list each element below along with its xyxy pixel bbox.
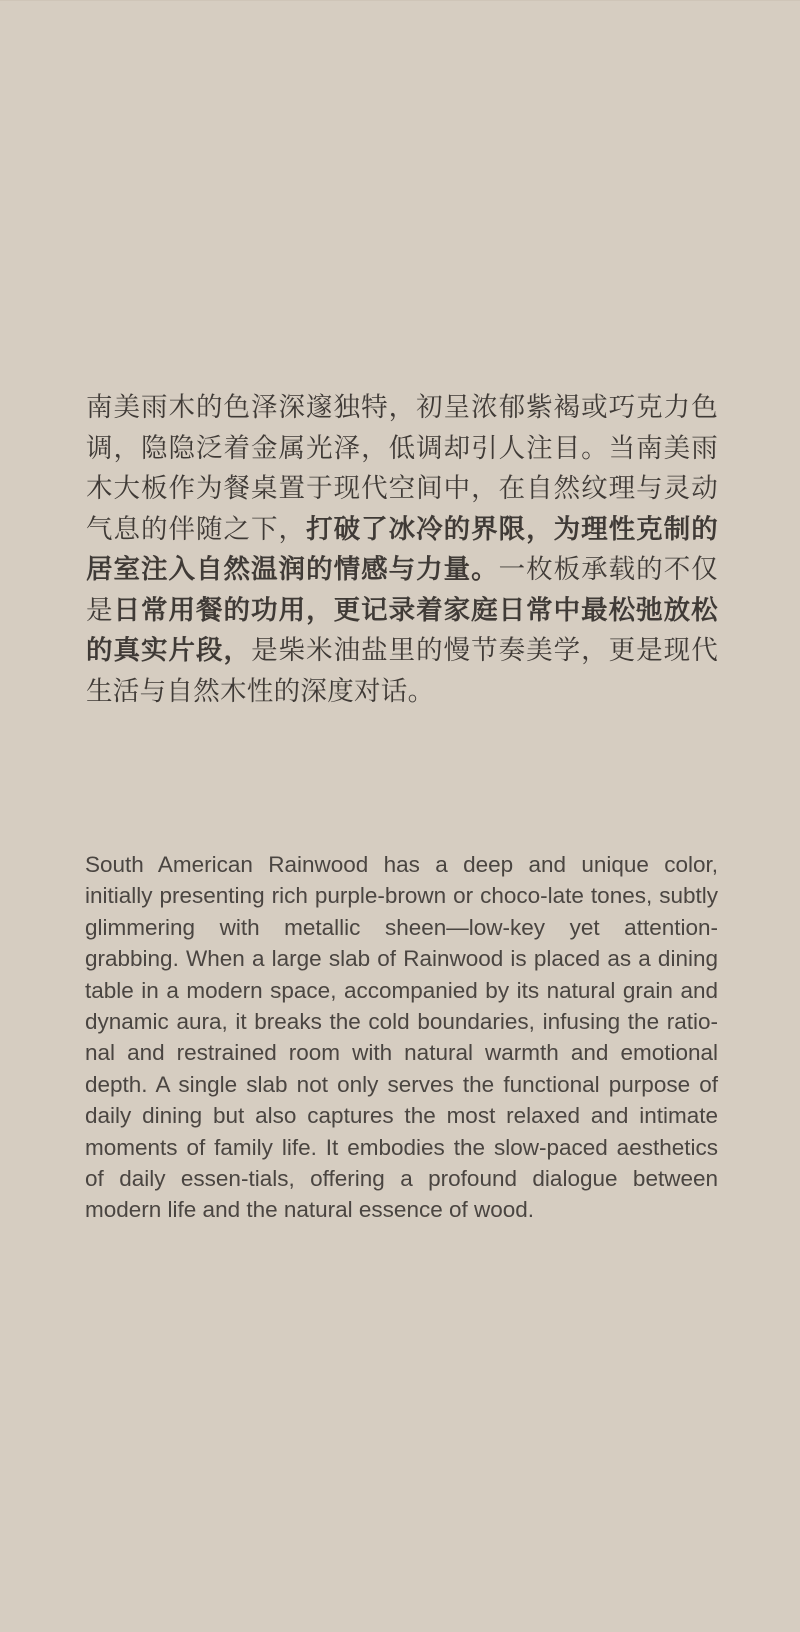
cn-segment-highlight-2: 日常用餐的功用，更记录着家庭日常中最松弛放松的真实片段， [86,594,718,666]
cn-segment-middle: 一枚板承载的不仅是 [86,554,719,626]
english-description-paragraph: South American Rainwood has a deep and unique color, initially presenting rich purple-brown or choco-late tones, subtly glimmering with metallic sheen—low-key yet attention-grabbing. When a large slab of Rainwood is placed as a dining table in a modern space, accompanied by its natural grain and dynamic aura, it breaks the cold boundaries, infusing the ratio-nal and restrained room with natural warmth and emotional depth. A single slab not only serves the functional purpose of daily dining but also captures the most relaxed and intimate moments of family life. It embodies the slow-paced aesthetics of daily essen-tials, offering a profound dialogue between modern life and the natural essence of wood. [85,852,718,1223]
cn-segment-ending: 是柴米油盐里的慢节奏美学，更是现代生活与自然木性的深度对话。 [86,635,718,707]
cn-segment-intro: 南美雨木的色泽深邃独特，初呈浓郁紫褐或巧克力色调，隐隐泛着金属光泽，低调却引人注目。当南美雨木大板作为餐桌置于现代空间中，在自然纹理与灵动气息的伴随之下， [86,392,718,545]
chinese-description-paragraph [86,388,718,712]
cn-segment-highlight-1: 打破了冰冷的界限，为理性克制的居室注入自然温润的情感与力量。 [86,513,719,585]
top-divider [0,0,800,1]
